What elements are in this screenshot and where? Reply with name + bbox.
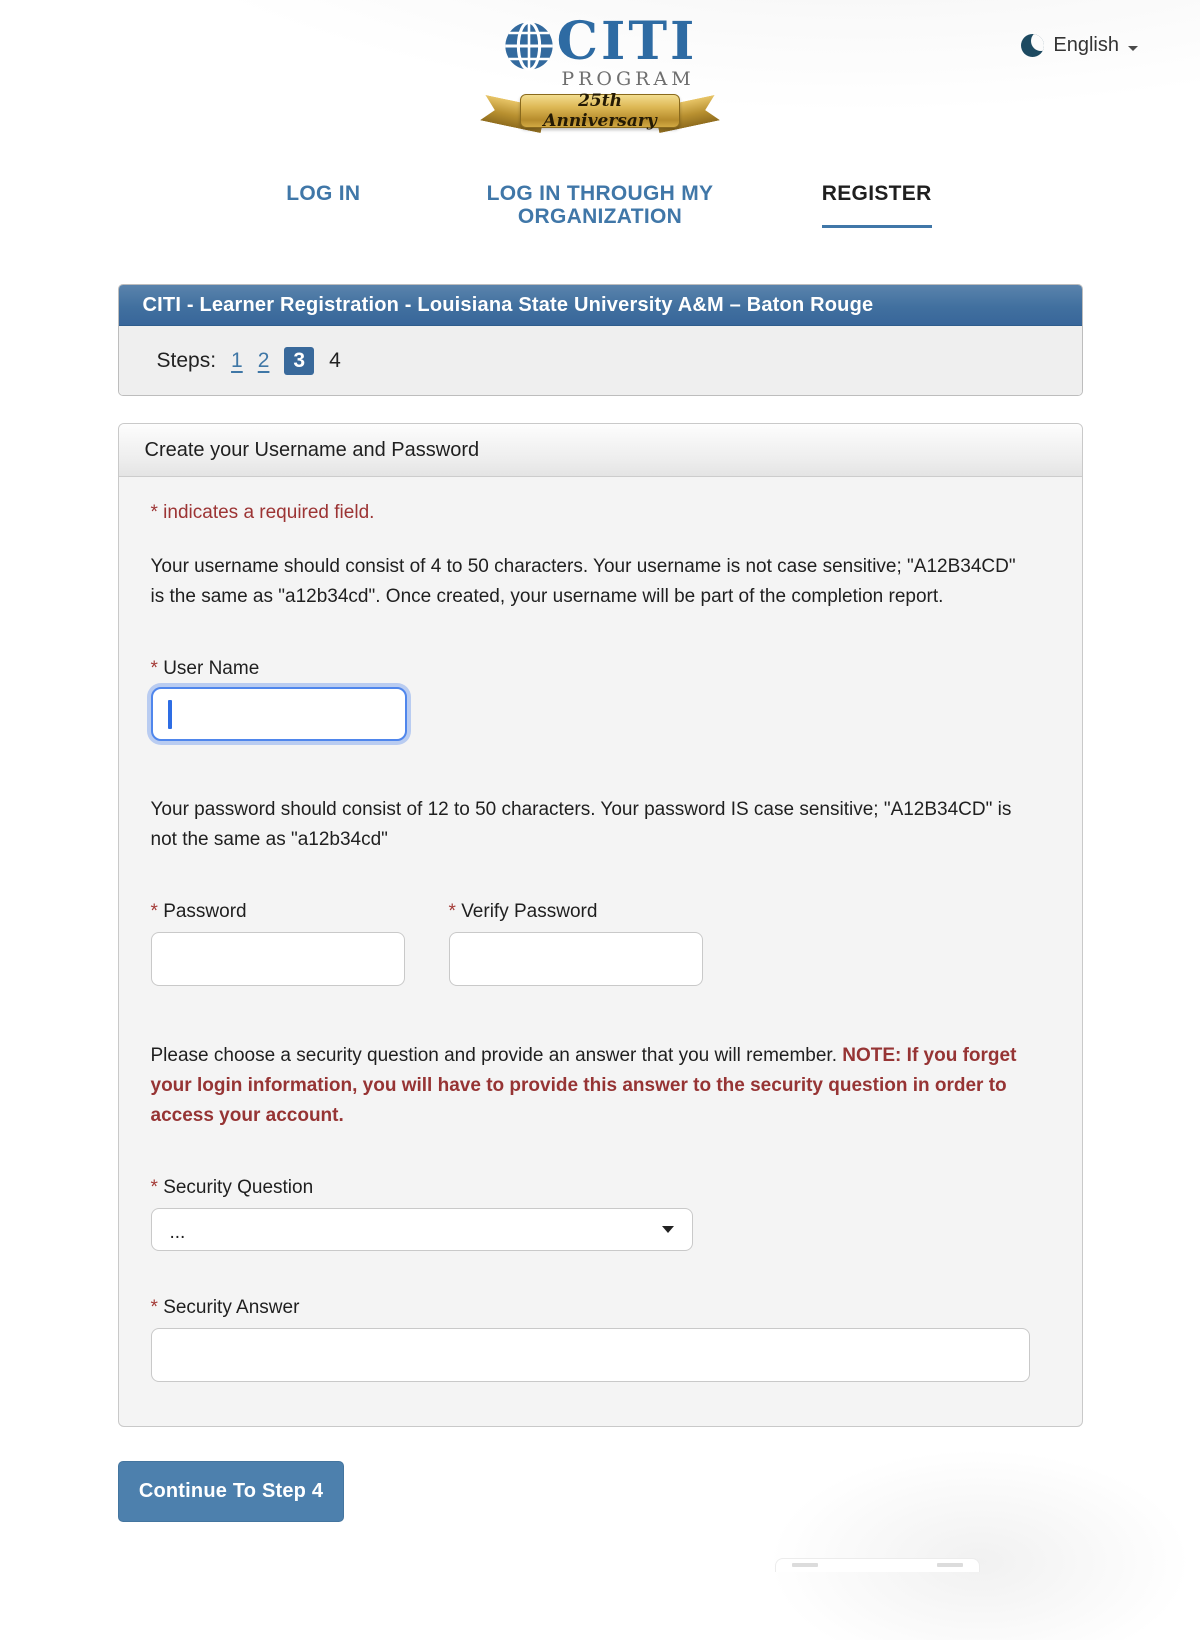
security-answer-label: * Security Answer bbox=[150, 1297, 300, 1318]
globe-icon bbox=[503, 20, 555, 72]
selected-option: ... bbox=[169, 1221, 186, 1243]
verify-password-input[interactable] bbox=[449, 932, 703, 986]
registration-header-box bbox=[118, 284, 1083, 396]
password-label: * Password bbox=[150, 901, 247, 922]
security-note-text: NOTE: If you forget your login information, you will have to provide this answer to the security question in order to access your account. bbox=[150, 1045, 1017, 1126]
steps-label: Steps: bbox=[156, 348, 217, 372]
step-4: 4 bbox=[329, 348, 341, 372]
security-help-text: Please choose a security question and provide an answer that you will remember. NOTE: If you forget your login information, you will have to provide this answer to the security question in order to access your account. bbox=[150, 1045, 1017, 1126]
registration-title: CITI - Learner Registration - Louisiana State University A&M – Baton Rouge bbox=[119, 285, 1082, 326]
continue-to-step-4-button[interactable]: Continue To Step 4 bbox=[118, 1461, 344, 1522]
logo-name: CITI bbox=[556, 11, 698, 72]
username-label: * User Name bbox=[150, 658, 260, 679]
moon-icon bbox=[1021, 34, 1044, 57]
steps-bar bbox=[119, 326, 1082, 395]
logo-subname: PROGRAM bbox=[561, 68, 695, 90]
password-input[interactable] bbox=[151, 932, 405, 986]
security-question-select[interactable] bbox=[151, 1208, 693, 1251]
tab-log-in-through-organization[interactable]: LOG IN THROUGH MY ORGANIZATION bbox=[486, 182, 714, 228]
security-question-label: * Security Question bbox=[150, 1177, 314, 1198]
chevron-down-icon bbox=[1128, 46, 1138, 51]
tab-register[interactable]: REGISTER bbox=[822, 182, 932, 228]
language-label: English bbox=[1053, 34, 1119, 56]
language-selector[interactable] bbox=[1021, 34, 1138, 57]
username-help-text: Your username should consist of 4 to 50 characters. Your username is not case sensitive; "A12B34CD" is the same as "a12b34cd". Once created, your username will be part of the completion report. bbox=[150, 556, 1016, 607]
select-caret-icon bbox=[662, 1226, 674, 1233]
text-cursor bbox=[168, 700, 172, 729]
auth-tabs bbox=[185, 182, 1015, 228]
username-input[interactable] bbox=[151, 687, 407, 741]
step-3-current: 3 bbox=[284, 347, 314, 375]
citi-logo bbox=[0, 0, 1200, 132]
anniversary-ribbon bbox=[484, 91, 716, 132]
password-help-text: Your password should consist of 12 to 50 characters. Your password IS case sensitive; "A12B34CD" is not the same as "a12b34cd" bbox=[150, 799, 1012, 850]
ribbon-banner-text: 25th Anniversary bbox=[520, 94, 680, 128]
step-1-link[interactable]: 1 bbox=[231, 348, 243, 372]
panel-title: Create your Username and Password bbox=[119, 424, 1082, 477]
create-credentials-panel bbox=[118, 423, 1083, 1427]
security-answer-input[interactable] bbox=[151, 1328, 1030, 1382]
required-field-note: * indicates a required field. bbox=[150, 502, 375, 523]
cutoff-widget-artifact bbox=[775, 1558, 980, 1572]
verify-password-label: * Verify Password bbox=[448, 901, 598, 922]
step-2-link[interactable]: 2 bbox=[257, 348, 270, 372]
tab-log-in[interactable]: LOG IN bbox=[286, 182, 361, 205]
